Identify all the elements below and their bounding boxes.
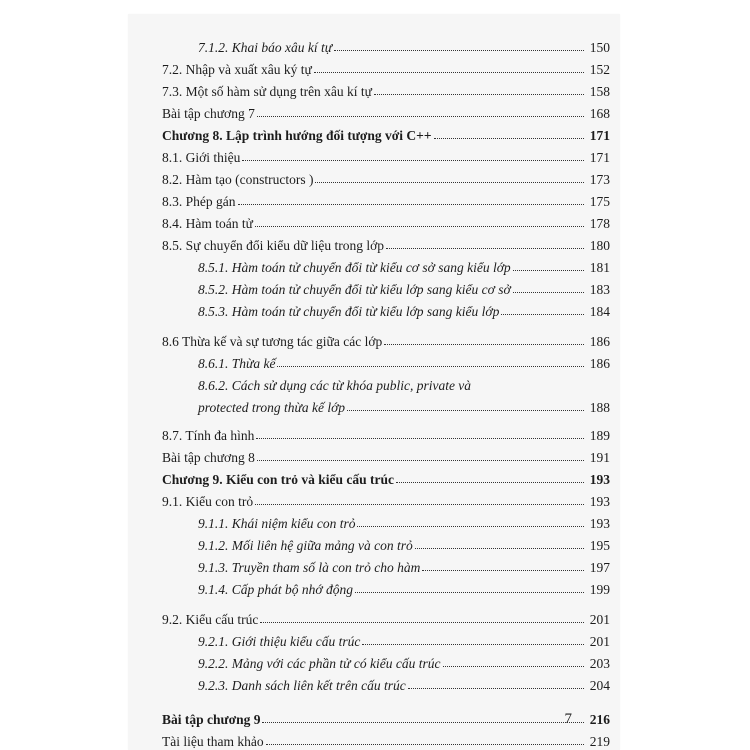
toc-entry bbox=[162, 276, 610, 298]
toc-entry bbox=[162, 56, 610, 78]
dot-leader bbox=[513, 292, 584, 293]
toc-entry-label: Bài tập chương 8 bbox=[162, 450, 255, 465]
dot-leader bbox=[238, 204, 585, 205]
toc-entry-label: Chương 8. Lập trình hướng đối tượng với C++ bbox=[162, 128, 432, 143]
dot-leader bbox=[262, 722, 584, 723]
toc-entry bbox=[162, 100, 610, 122]
toc-entry-page: 180 bbox=[589, 238, 610, 253]
toc-entry-page: 175 bbox=[589, 194, 610, 209]
toc-entry-label: 7.2. Nhập và xuất xâu ký tự bbox=[162, 62, 312, 77]
toc-entry-label: 9.1.4. Cấp phát bộ nhớ động bbox=[198, 582, 353, 597]
toc-entry-page: 181 bbox=[589, 260, 610, 275]
dot-leader bbox=[255, 226, 584, 227]
toc-entry-page: 216 bbox=[589, 712, 610, 727]
dot-leader bbox=[242, 160, 584, 161]
toc-entry-label: 8.6.2. Cách sử dụng các từ khóa public, private và bbox=[198, 378, 472, 393]
toc-entry-page: 191 bbox=[589, 450, 610, 465]
toc-entry bbox=[162, 576, 610, 598]
toc-entry-page: 204 bbox=[589, 678, 610, 693]
toc-entry bbox=[162, 466, 610, 488]
toc-entry-page: 171 bbox=[589, 150, 610, 165]
toc-entry-label: Chương 9. Kiểu con trỏ và kiểu cấu trúc bbox=[162, 472, 394, 487]
toc-entry-continuation bbox=[162, 394, 610, 416]
toc-entry bbox=[162, 510, 610, 532]
toc-entry-label: 8.1. Giới thiệu bbox=[162, 150, 241, 165]
toc-entry-page: 193 bbox=[589, 472, 610, 487]
toc-entry bbox=[162, 298, 610, 320]
toc-entry-label: 9.2.3. Danh sách liên kết trên cấu trúc bbox=[198, 678, 406, 693]
toc-entry-label: 8.5. Sự chuyển đổi kiểu dữ liệu trong lớp bbox=[162, 238, 384, 253]
dot-leader bbox=[347, 410, 584, 411]
toc-entry-label: 9.1. Kiểu con trỏ bbox=[162, 494, 254, 509]
toc-entry-label: 9.1.2. Mối liên hệ giữa mảng và con trỏ bbox=[198, 538, 413, 553]
toc-entry bbox=[162, 328, 610, 350]
dot-leader bbox=[384, 344, 584, 345]
toc-entry-page: 183 bbox=[589, 282, 610, 297]
book-page bbox=[128, 14, 620, 750]
dot-leader bbox=[362, 644, 584, 645]
toc-entry bbox=[162, 34, 610, 56]
dot-leader bbox=[357, 526, 584, 527]
toc-entry-page: 186 bbox=[589, 334, 610, 349]
toc-entry-label: 8.5.3. Hàm toán tử chuyển đổi từ kiểu lớp sang kiểu lớp bbox=[198, 304, 500, 319]
toc-entry-page: 188 bbox=[589, 400, 610, 415]
dot-leader bbox=[443, 666, 584, 667]
toc-entry-label: 8.6.1. Thừa kế bbox=[198, 356, 276, 371]
toc-entry bbox=[162, 728, 610, 750]
toc-entry-page: 173 bbox=[589, 172, 610, 187]
toc-entry-page: 158 bbox=[589, 84, 610, 99]
toc-entry-page: 184 bbox=[589, 304, 610, 319]
dot-leader bbox=[314, 72, 584, 73]
toc-entry bbox=[162, 672, 610, 694]
dot-leader bbox=[396, 482, 584, 483]
toc-entry-page: 178 bbox=[589, 216, 610, 231]
toc-entry-page: 186 bbox=[589, 356, 610, 371]
dot-leader bbox=[255, 504, 584, 505]
table-of-contents bbox=[162, 34, 610, 750]
dot-leader bbox=[374, 94, 584, 95]
toc-entry bbox=[162, 372, 610, 394]
toc-entry-label: Tài liệu tham khảo bbox=[162, 734, 264, 749]
toc-entry-page: 171 bbox=[589, 128, 610, 143]
toc-entry-label: 9.2.2. Mảng với các phần tử có kiểu cấu trúc bbox=[198, 656, 441, 671]
toc-entry-page: 203 bbox=[589, 656, 610, 671]
dot-leader bbox=[434, 138, 584, 139]
toc-entry-page: 168 bbox=[589, 106, 610, 121]
toc-entry-label: 7.1.2. Khai báo xâu kí tự bbox=[198, 40, 333, 55]
toc-entry-label: Bài tập chương 7 bbox=[162, 106, 255, 121]
toc-entry bbox=[162, 144, 610, 166]
toc-entry-label: 8.3. Phép gán bbox=[162, 194, 236, 209]
dot-leader bbox=[408, 688, 584, 689]
toc-entry-page: 199 bbox=[589, 582, 610, 597]
dot-leader bbox=[415, 548, 584, 549]
toc-entry-label: 9.1.1. Khái niệm kiểu con trỏ bbox=[198, 516, 356, 531]
toc-entry bbox=[162, 210, 610, 232]
toc-entry-label: 8.2. Hàm tạo (constructors ) bbox=[162, 172, 314, 187]
toc-entry-label: 8.5.1. Hàm toán tử chuyển đổi từ kiểu cơ sở sang kiểu lớp bbox=[198, 260, 511, 275]
dot-leader bbox=[315, 182, 584, 183]
toc-entry bbox=[162, 444, 610, 466]
toc-entry-label-continuation: protected trong thừa kế lớp bbox=[198, 400, 346, 415]
toc-entry bbox=[162, 650, 610, 672]
toc-entry-label: 8.6 Thừa kế và sự tương tác giữa các lớp bbox=[162, 334, 383, 349]
dot-leader bbox=[277, 366, 584, 367]
toc-entry bbox=[162, 554, 610, 576]
page-number: 7 bbox=[564, 711, 572, 727]
toc-entry bbox=[162, 188, 610, 210]
toc-entry-label: 9.1.3. Truyền tham số là con trỏ cho hàm bbox=[198, 560, 421, 575]
toc-entry-page: 193 bbox=[589, 516, 610, 531]
toc-entry bbox=[162, 706, 610, 728]
toc-entry-page: 197 bbox=[589, 560, 610, 575]
toc-entry-label: 8.5.2. Hàm toán tử chuyển đổi từ kiểu lớp sang kiểu cơ sở bbox=[198, 282, 511, 297]
toc-entry-page: 189 bbox=[589, 428, 610, 443]
dot-leader bbox=[256, 438, 584, 439]
dot-leader bbox=[260, 622, 584, 623]
dot-leader bbox=[266, 744, 584, 745]
toc-entry bbox=[162, 488, 610, 510]
toc-entry-page: 195 bbox=[589, 538, 610, 553]
toc-entry bbox=[162, 122, 610, 144]
toc-entry bbox=[162, 532, 610, 554]
toc-entry bbox=[162, 254, 610, 276]
toc-entry bbox=[162, 78, 610, 100]
toc-entry bbox=[162, 350, 610, 372]
toc-entry bbox=[162, 166, 610, 188]
toc-entry bbox=[162, 232, 610, 254]
dot-leader bbox=[257, 460, 584, 461]
dot-leader bbox=[386, 248, 584, 249]
toc-entry-page: 152 bbox=[589, 62, 610, 77]
toc-entry-page: 219 bbox=[589, 734, 610, 749]
toc-entry bbox=[162, 606, 610, 628]
toc-entry-label: 9.2.1. Giới thiệu kiểu cấu trúc bbox=[198, 634, 361, 649]
toc-entry-page: 201 bbox=[589, 612, 610, 627]
toc-entry-page: 201 bbox=[589, 634, 610, 649]
toc-entry-label: 9.2. Kiểu cấu trúc bbox=[162, 612, 259, 627]
toc-entry-label: Bài tập chương 9 bbox=[162, 712, 261, 727]
toc-entry-label: 8.4. Hàm toán tử bbox=[162, 216, 253, 231]
dot-leader bbox=[422, 570, 584, 571]
toc-entry bbox=[162, 628, 610, 650]
toc-entry-page: 150 bbox=[589, 40, 610, 55]
dot-leader bbox=[501, 314, 584, 315]
toc-entry bbox=[162, 422, 610, 444]
toc-entry-page: 193 bbox=[589, 494, 610, 509]
dot-leader bbox=[257, 116, 584, 117]
toc-entry-label: 7.3. Một số hàm sử dụng trên xâu kí tự bbox=[162, 84, 372, 99]
dot-leader bbox=[355, 592, 584, 593]
toc-entry-label: 8.7. Tính đa hình bbox=[162, 428, 255, 443]
dot-leader bbox=[513, 270, 584, 271]
dot-leader bbox=[334, 50, 584, 51]
